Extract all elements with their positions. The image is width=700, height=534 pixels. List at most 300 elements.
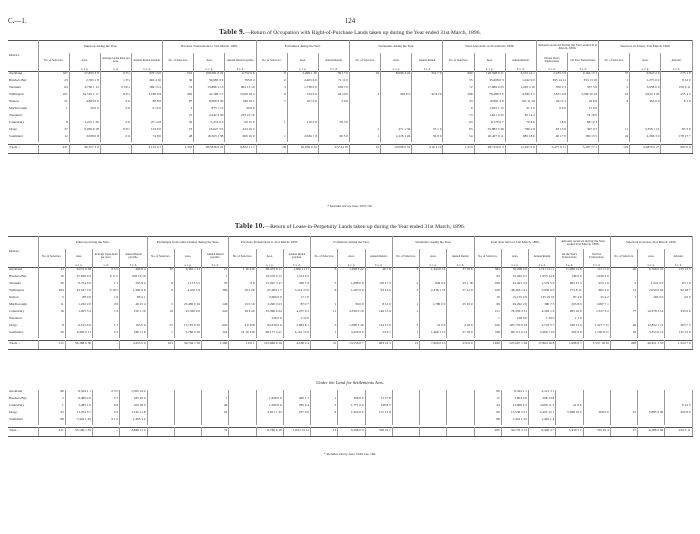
table-cell	[665, 397, 692, 404]
table-cell	[610, 390, 637, 397]
table-cell: 1 7	[93, 324, 120, 331]
table-cell: 163 11 10	[505, 100, 536, 107]
table-cell: 6,515 0 0	[65, 324, 92, 331]
table-cell	[38, 114, 69, 121]
table-cell: 42 10 0	[318, 93, 349, 100]
table-cell: 2,194 13 1	[567, 72, 598, 80]
table-cell: 146	[202, 303, 229, 310]
table-cell: 13 0 16	[229, 303, 256, 310]
total-cell: 5,167 17 1	[567, 145, 598, 154]
table-cell	[338, 317, 365, 324]
table-cell	[311, 317, 338, 324]
table-cell: 1	[392, 331, 419, 338]
table-cell	[69, 114, 100, 121]
table-cell: 765 8 4	[120, 282, 147, 289]
column-subheader: Annual Rental.	[505, 53, 536, 67]
district-name: Hawke's Bay	[8, 79, 38, 86]
table-cell	[412, 121, 443, 128]
table-row	[8, 282, 692, 289]
table-cell: 110 17 3	[365, 282, 392, 289]
table-cell: 44	[38, 268, 65, 276]
table-cell	[610, 418, 637, 425]
unit-label: s. d.	[93, 263, 120, 268]
table-cell: 9	[147, 289, 174, 296]
column-group-header: Previous Transactions to 31st March, 1895.	[229, 237, 311, 250]
table-cell: 8,096 3 22	[381, 72, 412, 80]
table-cell: 1,537 6 2	[583, 310, 610, 317]
table-row	[8, 404, 692, 411]
total-cell	[420, 428, 447, 437]
district-name: Otago	[8, 128, 38, 135]
table-cell: 5,883 3 36	[638, 411, 665, 418]
district-name: Auckland	[8, 268, 38, 276]
table-cell: 108 7 0	[318, 86, 349, 93]
district-name: Southland	[8, 135, 38, 142]
table-cell: 30 0 0	[412, 135, 443, 142]
table-cell: 100 18 0	[120, 404, 147, 411]
column-subheader: On Past Transactions.	[567, 53, 598, 67]
table-cell	[665, 317, 692, 324]
table-cell: 273 1 0	[661, 72, 692, 80]
table-cell: 3,796 10 10	[567, 93, 598, 100]
unit-label: a. r. p.	[338, 263, 365, 268]
table-cell	[349, 86, 380, 93]
table-9-subtitle: —Return of Occupation with Right-of-Purchase Lands taken up during the Year ended 31st March, 1896.	[244, 30, 481, 36]
table-cell	[256, 114, 287, 121]
table-cell	[661, 121, 692, 128]
table-cell: 163 0 0	[120, 324, 147, 331]
table-10-title	[0, 222, 700, 230]
district-name: Westland	[8, 317, 38, 324]
table-cell	[610, 397, 637, 404]
table-cell: 209 0 0	[583, 411, 610, 418]
table-9-footnote: * Includes survey-fees, £670 10s.	[327, 204, 373, 208]
table-cell	[420, 397, 447, 404]
table-cell	[556, 390, 583, 397]
table-cell	[229, 296, 256, 303]
table-cell: 1,688 0 0	[338, 282, 365, 289]
table-cell: 471 1 36	[381, 128, 412, 135]
table-cell: 395 14 11	[536, 79, 567, 86]
table-cell	[447, 275, 474, 282]
district-name: Wellington	[8, 289, 38, 296]
table-cell	[420, 390, 447, 397]
total-cell: 16 0 1	[229, 341, 256, 350]
table-cell: 10	[474, 296, 501, 303]
column-subheader: Annual Rental.	[365, 249, 392, 263]
table-cell: 4,365 1 12	[174, 268, 201, 276]
unit-label: £ s. d.	[120, 263, 147, 268]
unit-label: £ s. d.	[665, 263, 692, 268]
total-cell: 697 0 0	[661, 145, 692, 154]
district-name: Nelson	[8, 296, 38, 303]
table-cell: 74 16 0	[567, 114, 598, 121]
table-cell: 258 16 10	[120, 275, 147, 282]
total-cell: 5,430 5 7	[556, 428, 583, 437]
table-cell	[638, 404, 665, 411]
table-cell	[229, 404, 256, 411]
unit-label: £ s. d.	[567, 67, 598, 72]
table-cell: 463	[163, 93, 194, 100]
table-cell: 4,385 3 1	[505, 93, 536, 100]
table-cell: 266 7 7	[283, 397, 310, 404]
table-cell	[638, 303, 665, 310]
table-cell: 335 0 6	[665, 310, 692, 317]
table-cell: 23,527 0 0	[65, 289, 92, 296]
table-cell: 13,008 2 5	[501, 404, 528, 411]
table-cell: 135 19 10	[529, 296, 556, 303]
table-cell: 402 4 10	[131, 79, 162, 86]
table-cell	[381, 86, 412, 93]
unit-label: £ s. d.	[536, 67, 567, 72]
table-cell: 36 0 0	[338, 303, 365, 310]
table-cell	[583, 390, 610, 397]
table-cell: 29,292 2 0	[501, 303, 528, 310]
table-cell: 390 7 3	[529, 303, 556, 310]
table-cell: 19	[147, 310, 174, 317]
table-cell	[381, 121, 412, 128]
table-cell: 185 10 0	[120, 397, 147, 404]
table-cell: 5,026 18 4	[225, 93, 256, 100]
column-subheader: No. of Selectors.	[38, 53, 69, 67]
unit-label: a. r. p.	[174, 263, 201, 268]
table-cell: 2	[392, 282, 419, 289]
table-cell: 46	[202, 404, 229, 411]
table-cell: 3,266 7 10	[529, 331, 556, 338]
table-cell: 4 9 329	[229, 324, 256, 331]
total-cell: 24,870 0 27	[630, 145, 661, 154]
table-cell	[665, 303, 692, 310]
total-cell: 17	[610, 428, 637, 437]
table-cell: 3,355 0 13	[638, 331, 665, 338]
table-cell: 2 18 0	[447, 324, 474, 331]
table-cell	[256, 418, 283, 425]
table-cell: 3	[349, 93, 380, 100]
table-cell	[311, 275, 338, 282]
table-cell: 82 14 2	[505, 114, 536, 121]
table-cell	[638, 418, 665, 425]
table-cell	[392, 390, 419, 397]
table-row	[8, 317, 692, 324]
totals-label: Totals ...	[8, 341, 38, 350]
table-cell: 12	[38, 135, 69, 142]
table-cell: 1,655 14 8	[529, 275, 556, 282]
table-cell	[174, 296, 201, 303]
table-cell: 0 12 0	[131, 107, 162, 114]
table-cell	[100, 114, 131, 121]
table-cell	[583, 418, 610, 425]
table-cell: 1	[38, 404, 65, 411]
column-group-header: Total Area held on 31st March, 1896.	[443, 41, 536, 54]
table-10-subtitle: —Return of Lease-in-Perpetuity Lands taken up during the Year ended 31st March, 1896.	[264, 224, 466, 230]
table-cell: 64 15 0	[225, 121, 256, 128]
unit-label: a. r. p.	[630, 67, 661, 72]
district-name: Auckland	[8, 72, 38, 80]
table-cell: 23	[38, 79, 69, 86]
district-name: Westland	[8, 114, 38, 121]
table-10-footnote: * Includes survey-fees, £439 14s. 10d.	[323, 452, 377, 456]
table-cell: 336 15 0	[556, 324, 583, 331]
table-cell: 3,336 0 19	[338, 310, 365, 317]
total-cell: 1,374	[443, 145, 474, 154]
table-cell: 1,630 0 0	[256, 397, 283, 404]
table-10	[8, 236, 693, 350]
table-cell: 3	[38, 296, 65, 303]
table-cell	[131, 114, 162, 121]
table-cell	[202, 317, 229, 324]
table-cell: 112 17 0	[583, 268, 610, 276]
table-cell: 3	[392, 289, 419, 296]
total-cell: 372 14 10	[318, 145, 349, 154]
table-row	[8, 390, 692, 397]
table-cell: 1,220 3 10	[505, 86, 536, 93]
column-subheader: Annual Rental.	[529, 249, 556, 263]
table-cell: 54	[443, 135, 474, 142]
table-cell: 20 0 0	[69, 107, 100, 114]
table-cell	[381, 107, 412, 114]
table-cell: 25 10 0	[447, 303, 474, 310]
table-cell	[174, 404, 201, 411]
table-cell: 430	[474, 324, 501, 331]
table-cell: 63 1 9	[665, 282, 692, 289]
table-cell: 93 14 0	[365, 289, 392, 296]
table-cell: 20,407 0 11	[474, 135, 505, 142]
table-cell	[365, 390, 392, 397]
table-cell	[420, 411, 447, 418]
table-cell: 163 0 0	[638, 296, 665, 303]
table-cell: 5	[610, 282, 637, 289]
unit-label: a. r. p.	[194, 67, 225, 72]
column-subheader: No. of Selectors.	[229, 249, 256, 263]
column-header-district: District.	[8, 41, 38, 72]
table-cell: 0 10½	[93, 289, 120, 296]
table-cell: 60,713 0 14	[501, 331, 528, 338]
table-cell: 0 8	[93, 404, 120, 411]
column-subheader: No. of Selectors.	[392, 249, 419, 263]
total-cell: 8,780 0 19	[256, 428, 283, 437]
table-cell: 483 15 5	[556, 282, 583, 289]
total-cell: ..	[100, 145, 131, 154]
table-cell: 2,716 5 7	[529, 324, 556, 331]
table-cell: 80 8 6	[131, 100, 162, 107]
total-cell: 1,324 7 0	[665, 341, 692, 350]
table-cell: 283 10 9	[556, 310, 583, 317]
total-cell: 17,864 16 8	[529, 341, 556, 350]
unit-label: s. d.	[100, 67, 131, 72]
column-subheader: No. of Selectors.	[147, 249, 174, 263]
table-cell	[147, 296, 174, 303]
total-cell: 35,196 1 33	[65, 428, 92, 437]
table-cell: 337 0 0	[283, 411, 310, 418]
table-cell: 69	[474, 303, 501, 310]
table-cell: 5 10 0	[529, 317, 556, 324]
table-cell: 150 1 10	[120, 310, 147, 317]
table-cell	[447, 397, 474, 404]
total-cell: 431	[38, 145, 69, 154]
total-cell: 1,968 8 7	[556, 341, 583, 350]
unit-label: £ s. d.	[529, 263, 556, 268]
table-cell	[610, 317, 637, 324]
table-cell: 151	[474, 310, 501, 317]
total-cell: 328 19 7	[365, 428, 392, 437]
column-group-header: Total Area held on 31st March, 1896.	[474, 237, 556, 250]
table-cell: 8,324 1 1	[65, 390, 92, 397]
table-cell	[229, 390, 256, 397]
table-cell: 6	[599, 100, 630, 107]
table-cell: 14,378 3 14	[638, 310, 665, 317]
table-cell: 108	[474, 289, 501, 296]
table-cell	[556, 418, 583, 425]
table-cell	[174, 397, 201, 404]
table-cell: 649 0 0	[420, 282, 447, 289]
table-cell	[630, 107, 661, 114]
district-name: Otago	[8, 324, 38, 331]
table-row	[8, 268, 692, 276]
table-cell	[583, 404, 610, 411]
column-subheader: Area.	[630, 53, 661, 67]
table-cell: 55	[443, 79, 474, 86]
column-subheader: No. of Selectors.	[443, 53, 474, 67]
total-cell: 96,357 3 0	[69, 145, 100, 154]
totals-label: Totals ...	[8, 145, 38, 154]
table-cell: 8	[38, 324, 65, 331]
table-cell: 4 0 0	[665, 296, 692, 303]
column-subheader: Annual Rental.	[447, 249, 474, 263]
district-name: Canterbury	[8, 310, 38, 317]
total-cell: 163	[147, 341, 174, 350]
column-subheader: Annual Rental payable.	[120, 249, 147, 263]
table-cell: 15,886 1 13	[194, 86, 225, 93]
table-cell: 8 12 0	[365, 303, 392, 310]
table-cell: 72	[443, 86, 474, 93]
table-cell: 63 13 6	[536, 128, 567, 135]
table-cell	[610, 275, 637, 282]
table-cell: 3	[311, 404, 338, 411]
table-cell: 27,839 0 2	[65, 275, 92, 282]
table-cell: 25,485 0 16	[174, 303, 201, 310]
table-cell: 3	[392, 268, 419, 276]
table-cell: 146 0 0	[556, 275, 583, 282]
table-cell: 180 15 5	[567, 135, 598, 142]
unit-label: £ s. d.	[661, 67, 692, 72]
column-group-header: Amount received during the Year ended 31st March, 1896.	[556, 237, 611, 250]
table-cell: 1,495 1 4	[120, 418, 147, 425]
table-cell: 2,636 1 9	[287, 135, 318, 142]
totals-row	[8, 145, 692, 154]
table-row	[8, 121, 692, 128]
table-cell: 8 12 0	[661, 79, 692, 86]
table-9	[8, 40, 693, 154]
table-cell: 368 0 0	[338, 397, 365, 404]
totals-row	[8, 341, 692, 350]
table-cell: 168	[474, 282, 501, 289]
table-cell: 1 10 236	[229, 268, 256, 276]
column-subheader: No. of Selectors.	[38, 249, 65, 263]
unit-label: a. r. p.	[474, 67, 505, 72]
district-name: Taranaki	[8, 282, 38, 289]
table-cell: 665 4 0	[583, 289, 610, 296]
table-cell: 6,179 0 7	[474, 121, 505, 128]
table-cell: 1,595 14 4	[120, 390, 147, 397]
table-cell: 9	[443, 107, 474, 114]
table-row	[8, 397, 692, 404]
table-cell	[392, 275, 419, 282]
table-cell	[311, 390, 338, 397]
table-cell: 1,598 3 30	[338, 324, 365, 331]
unit-label: a. r. p.	[638, 263, 665, 268]
table-cell: 4,863 0 0	[69, 100, 100, 107]
table-cell: 1 1 0	[556, 317, 583, 324]
table-cell: 3,956 0 0	[529, 289, 556, 296]
table-cell	[420, 317, 447, 324]
table-cell: 0 6	[100, 107, 131, 114]
table-cell: 4,470 3 9	[174, 289, 201, 296]
table-cell	[365, 296, 392, 303]
table-cell: 3,038 0 8	[69, 135, 100, 142]
table-cell: 12	[610, 289, 637, 296]
table-cell	[65, 317, 92, 324]
table-cell: 25,491 3 4	[501, 282, 528, 289]
table-cell: 66	[38, 390, 65, 397]
table-cell	[93, 317, 120, 324]
table-cell: 5	[311, 282, 338, 289]
table-cell	[338, 390, 365, 397]
table-cell	[147, 404, 174, 411]
table-cell	[229, 275, 256, 282]
table-cell: 74 8 0	[131, 135, 162, 142]
table-cell	[349, 100, 380, 107]
table-cell: 16,570 0 13	[256, 275, 283, 282]
column-header-district: District.	[8, 237, 38, 268]
table-cell: 0 1½	[93, 418, 120, 425]
table-cell: 295 0 0	[381, 93, 412, 100]
table-cell: 16 0 0	[567, 100, 598, 107]
column-subheader: On the Year's Transactions.	[556, 249, 583, 263]
table-cell: 79,336 3 31	[501, 310, 528, 317]
column-subheader: Annual Rental payable.	[202, 249, 229, 263]
table-cell: 1 3½	[100, 79, 131, 86]
total-cell: 4,186 0 4	[283, 341, 310, 350]
column-subheader: Area.	[501, 249, 528, 263]
column-subheader: Area.	[381, 53, 412, 67]
table-cell: 3,052 3 20	[630, 93, 661, 100]
column-subheader: On the Year's Transactions.	[536, 53, 567, 67]
table-cell	[202, 390, 229, 397]
table-cell: 0 5	[93, 411, 120, 418]
table-cell: 184	[38, 289, 65, 296]
table-row	[8, 310, 692, 317]
table-cell	[174, 411, 201, 418]
table-cell: 15,297 3 37	[256, 282, 283, 289]
table-cell: 37	[38, 128, 69, 135]
table-cell: 107 0 0	[287, 100, 318, 107]
table-cell: 795 8 4	[225, 79, 256, 86]
table-cell: 15	[610, 411, 637, 418]
table-cell	[610, 303, 637, 310]
table-cell: 76,296 2 0	[501, 268, 528, 276]
table-cell: 1,871 6 9	[536, 93, 567, 100]
table-cell: 298	[443, 93, 474, 100]
total-cell: 9,872 11 7	[225, 145, 256, 154]
column-subheader: Annual Rental payable.	[225, 53, 256, 67]
total-cell: 13	[311, 428, 338, 437]
district-name: Taranaki	[8, 86, 38, 93]
table-cell: 1,267 0 0	[338, 289, 365, 296]
total-cell: 525,697 1 26	[501, 341, 528, 350]
column-group-header: Selectors in Arrear, 31st March, 1896.	[599, 41, 692, 54]
column-group-header: Amount received during the Year ended 31st March, 1896.	[536, 41, 598, 54]
table-cell: 68	[474, 418, 501, 425]
